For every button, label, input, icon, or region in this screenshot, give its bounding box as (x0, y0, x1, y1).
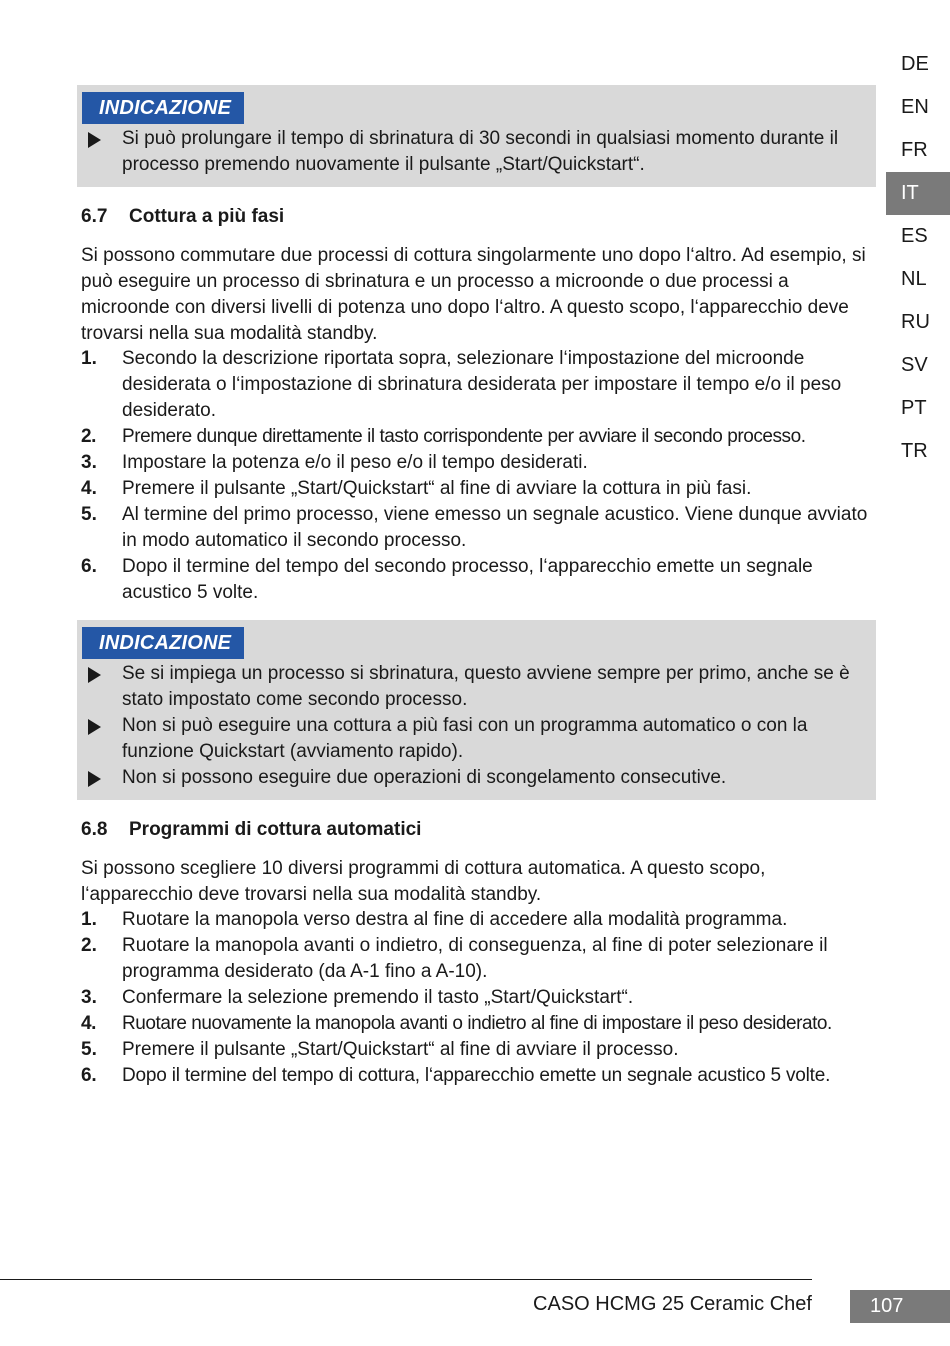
step-number: 2. (81, 426, 96, 447)
lang-tab-tr[interactable]: TR (901, 440, 928, 462)
step-text: Ruotare la manopola avanti o indietro, di conseguenza, al fine di poter selezionare il programma desiderato (da A-1 fino a A-10). (122, 935, 828, 982)
lang-tab-en[interactable]: EN (901, 96, 929, 118)
list-item (81, 346, 876, 424)
step-number: 1. (81, 909, 97, 930)
page-number: 107 (850, 1290, 950, 1323)
step-list (81, 346, 876, 606)
lang-tab-pt[interactable]: PT (901, 397, 927, 419)
section-number: 6.8 (81, 819, 108, 840)
step-text: Premere il pulsante „Start/Quickstart“ al fine di avviare il processo. (122, 1039, 679, 1060)
note-label: INDICAZIONE (82, 627, 244, 659)
step-text: Dopo il termine del tempo del secondo processo, l‘apparecchio emette un segnale acustico 5 volte. (122, 556, 813, 603)
step-text: Premere dunque direttamente il tasto corrispondente per avviare il secondo processo. (122, 426, 806, 447)
list-item (81, 502, 876, 554)
list-item (81, 476, 876, 502)
section-heading (81, 817, 421, 843)
note-box (77, 85, 876, 187)
step-text: Ruotare nuovamente la manopola avanti o indietro al fine di impostare il peso desiderato. (122, 1013, 832, 1034)
step-number: 1. (81, 348, 97, 369)
note-label: INDICAZIONE (82, 92, 244, 124)
list-item (81, 1063, 876, 1089)
step-text: Premere il pulsante „Start/Quickstart“ al fine di avviare la cottura in più fasi. (122, 478, 752, 499)
lang-tab-es[interactable]: ES (901, 225, 928, 247)
note-box (77, 620, 876, 800)
list-item (81, 1011, 876, 1037)
step-list (81, 907, 876, 1089)
footer-divider (0, 1279, 812, 1280)
arrow-right-icon (88, 132, 101, 148)
step-text: Confermare la selezione premendo il tasto „Start/Quickstart“. (122, 987, 634, 1008)
note-text: Non si può eseguire una cottura a più fasi con un programma automatico o con la funzione Quickstart (avviamento rapido). (122, 715, 808, 762)
list-item (81, 424, 876, 450)
step-number: 3. (81, 987, 97, 1008)
note-item (77, 126, 876, 178)
note-item (77, 765, 876, 791)
section-heading (81, 204, 284, 230)
note-item (77, 661, 876, 713)
step-text: Impostare la potenza e/o il peso e/o il tempo desiderati. (122, 452, 588, 473)
step-number: 4. (81, 478, 97, 499)
lang-tab-nl[interactable]: NL (901, 268, 927, 290)
lang-tab-de[interactable]: DE (901, 53, 929, 75)
lang-tab-sv[interactable]: SV (901, 354, 928, 376)
step-number: 2. (81, 935, 97, 956)
note-text: Si può prolungare il tempo di sbrinatura di 30 secondi in qualsiasi momento durante il processo premendo nuovamente il pulsante „Start/Quickstart“. (122, 128, 839, 175)
section-title: Cottura a più fasi (129, 206, 285, 227)
list-item (81, 907, 876, 933)
step-number: 4. (81, 1013, 96, 1034)
section-intro: Si possono scegliere 10 diversi programmi di cottura automatica. A questo scopo, l‘apparecchio deve trovarsi nella sua modalità standby. (81, 858, 766, 905)
lang-tab-fr[interactable]: FR (901, 139, 928, 161)
list-item (81, 985, 876, 1011)
step-number: 6. (81, 556, 97, 577)
section-number: 6.7 (81, 206, 108, 227)
section-title: Programmi di cottura automatici (129, 819, 422, 840)
list-item (81, 933, 876, 985)
footer-title: CASO HCMG 25 Ceramic Chef (533, 1293, 812, 1315)
list-item (81, 554, 876, 606)
lang-tab-ru[interactable]: RU (901, 311, 930, 333)
step-number: 6. (81, 1065, 97, 1086)
step-text: Ruotare la manopola verso destra al fine di accedere alla modalità programma. (122, 909, 788, 930)
list-item (81, 1037, 876, 1063)
note-text: Se si impiega un processo si sbrinatura, questo avviene sempre per primo, anche se è stato impostato come secondo processo. (122, 663, 850, 710)
lang-tab-it[interactable]: IT (886, 172, 950, 215)
note-text: Non si possono eseguire due operazioni di scongelamento consecutive. (122, 767, 727, 788)
arrow-right-icon (88, 771, 101, 787)
step-number: 5. (81, 1039, 97, 1060)
step-number: 5. (81, 504, 97, 525)
note-item (77, 713, 876, 765)
section-intro: Si possono commutare due processi di cottura singolarmente uno dopo l‘altro. Ad esempio, si può eseguire un processo di sbrinatura e un processo a microonde o due processi a microonde con diversi livelli di potenza uno dopo l‘altro. A questo scopo, l‘apparecchio deve trovarsi nella sua modalità standby. (81, 245, 866, 344)
arrow-right-icon (88, 667, 101, 683)
step-text: Dopo il termine del tempo di cottura, l‘apparecchio emette un segnale acustico 5 volte. (122, 1065, 831, 1086)
step-number: 3. (81, 452, 97, 473)
list-item (81, 450, 876, 476)
arrow-right-icon (88, 719, 101, 735)
language-tabs (886, 43, 950, 473)
step-text: Secondo la descrizione riportata sopra, selezionare l‘impostazione del microonde desiderata o l‘impostazione di sbrinatura desiderata per impostare il tempo e/o il peso desiderato. (122, 348, 842, 421)
step-text: Al termine del primo processo, viene emesso un segnale acustico. Viene dunque avviato in modo automatico il secondo processo. (122, 504, 868, 551)
